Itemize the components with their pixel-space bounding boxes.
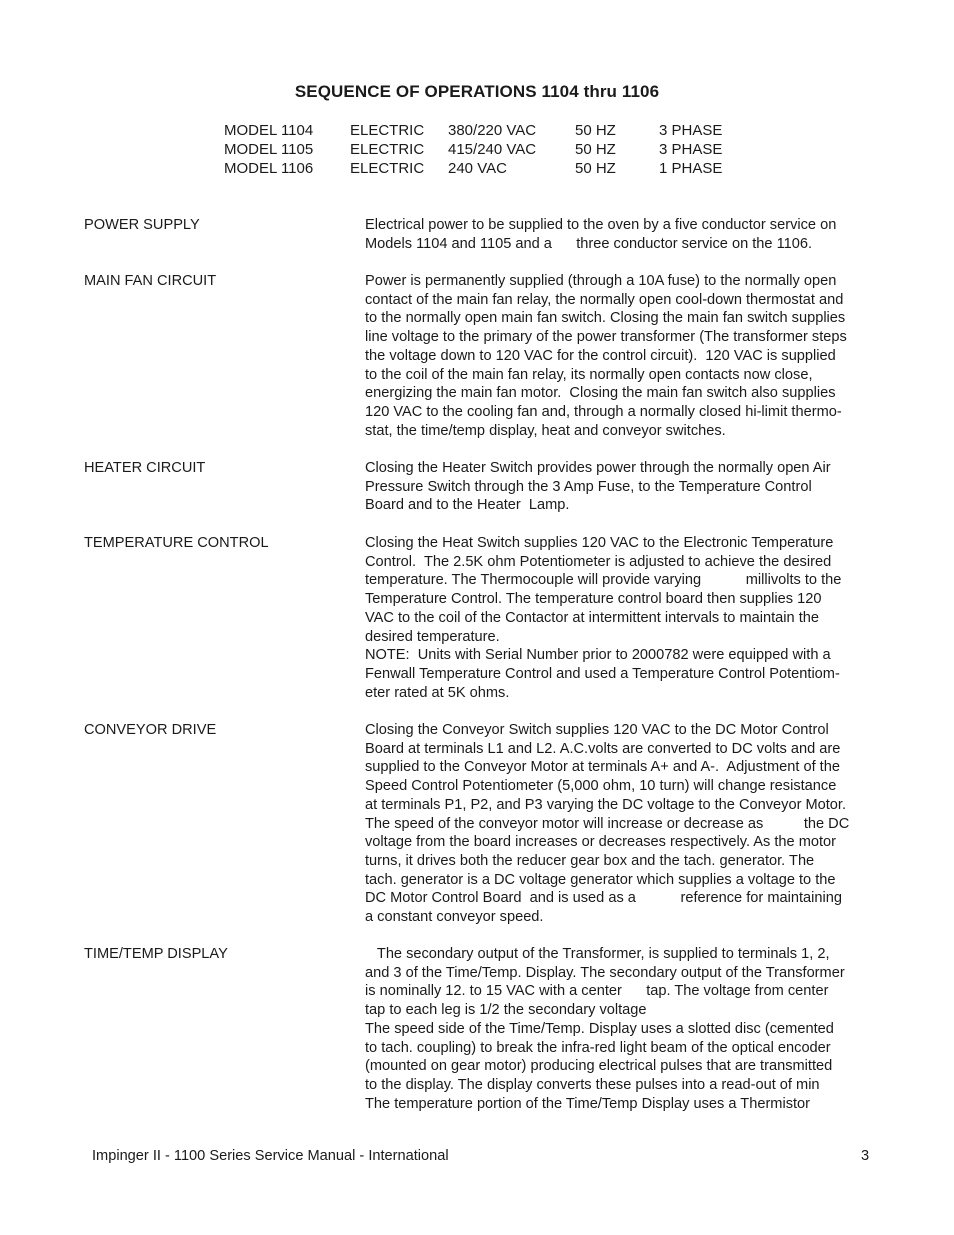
section-label: TIME/TEMP DISPLAY — [84, 946, 228, 962]
model-hz: 50 HZ — [575, 122, 616, 139]
model-row — [224, 121, 744, 140]
body-line: desired temperature. — [365, 628, 500, 645]
body-line: temperature. The Thermocouple will provide varying millivolts to the — [365, 572, 842, 589]
body-line: eter rated at 5K ohms. — [365, 684, 510, 701]
body-line: to the display. The display converts these pulses into a read-out of min — [365, 1076, 820, 1093]
body-line: The temperature portion of the Time/Temp Display uses a Thermistor — [365, 1095, 811, 1112]
body-line: Closing the Heat Switch supplies 120 VAC to the Electronic Temperature — [365, 535, 834, 551]
body-line: voltage from the board increases or decreases respectively. As the motor — [365, 834, 837, 851]
body-line: Speed Control Potentiometer (5,000 ohm, 10 turn) will change resistance — [365, 778, 837, 795]
body-line: turns, it drives both the reducer gear box and the tach. generator. The — [365, 852, 815, 869]
body-line: DC Motor Control Board and is used as a reference for maintaining — [365, 890, 842, 907]
body-line: energizing the main fan motor. Closing the main fan switch also supplies — [365, 385, 836, 402]
body-line: Board and to the Heater Lamp. — [365, 497, 570, 514]
body-line: Models 1104 and 1105 and a three conductor service on the 1106. — [365, 235, 813, 252]
body-line: line voltage to the primary of the power transformer (The transformer steps — [365, 329, 847, 346]
body-line: Pressure Switch through the 3 Amp Fuse, to the Temperature Control — [365, 478, 812, 495]
body-line: supplied to the Conveyor Motor at terminals A+ and A-. Adjustment of the — [365, 759, 840, 776]
section-body — [365, 216, 875, 253]
model-type: ELECTRIC — [350, 122, 425, 139]
model-hz: 50 HZ — [575, 141, 616, 158]
model-name: MODEL 1105 — [224, 141, 314, 158]
model-type: ELECTRIC — [350, 141, 425, 158]
model-row — [224, 159, 744, 178]
body-line: at terminals P1, P2, and P3 varying the DC voltage to the Conveyor Motor. — [365, 796, 847, 813]
page-title: SEQUENCE OF OPERATIONS 1104 thru 1106 — [294, 82, 660, 101]
section-label: MAIN FAN CIRCUIT — [84, 273, 217, 289]
section-body — [365, 534, 875, 702]
model-table — [224, 121, 744, 178]
section-label: HEATER CIRCUIT — [84, 460, 206, 476]
body-line: and 3 of the Time/Temp. Display. The secondary output of the Transformer — [365, 964, 845, 981]
body-line: VAC to the coil of the Contactor at intermittent intervals to maintain the — [365, 609, 819, 626]
body-line: Board at terminals L1 and L2. A.C.volts are converted to DC volts and are — [365, 740, 841, 757]
model-name: MODEL 1106 — [224, 160, 314, 177]
model-phase: 1 PHASE — [659, 160, 723, 177]
model-phase: 3 PHASE — [659, 141, 723, 158]
section-body — [365, 459, 875, 515]
body-line: Fenwall Temperature Control and used a Temperature Control Potentiom- — [365, 665, 840, 682]
section-body — [365, 272, 875, 440]
body-line: NOTE: Units with Serial Number prior to 2000782 were equipped with a — [365, 647, 831, 664]
footer-title: Impinger II - 1100 Series Service Manual - International — [92, 1148, 449, 1164]
section-label: TEMPERATURE CONTROL — [84, 535, 269, 551]
body-line: Control. The 2.5K ohm Potentiometer is adjusted to achieve the desired — [365, 553, 832, 570]
body-line: tap to each leg is 1/2 the secondary voltage — [365, 1002, 647, 1019]
body-line: to the coil of the main fan relay, its normally open contacts now close, — [365, 366, 813, 383]
body-line: is nominally 12. to 15 VAC with a center tap. The voltage from center — [365, 983, 829, 1000]
model-type: ELECTRIC — [350, 160, 425, 177]
body-line: to the normally open main fan switch. Closing the main fan switch supplies — [365, 310, 846, 327]
page-number: 3 — [861, 1148, 870, 1164]
body-line: a constant conveyor speed. — [365, 909, 544, 926]
body-line: Electrical power to be supplied to the oven by a five conductor service on — [365, 217, 837, 233]
section-label: CONVEYOR DRIVE — [84, 722, 217, 738]
model-voltage: 380/220 VAC — [448, 122, 537, 139]
body-line: The speed of the conveyor motor will increase or decrease as the DC — [365, 815, 850, 832]
body-line: contact of the main fan relay, the normally open cool-down thermostat and — [365, 291, 844, 308]
model-name: MODEL 1104 — [224, 122, 314, 139]
model-phase: 3 PHASE — [659, 122, 723, 139]
model-hz: 50 HZ — [575, 160, 616, 177]
body-line: tach. generator is a DC voltage generator which supplies a voltage to the — [365, 871, 836, 888]
section-body — [365, 721, 875, 927]
body-line: Closing the Conveyor Switch supplies 120 VAC to the DC Motor Control — [365, 722, 829, 738]
body-line: stat, the time/temp display, heat and conveyor switches. — [365, 422, 726, 439]
body-line: Power is permanently supplied (through a 10A fuse) to the normally open — [365, 273, 837, 289]
model-row — [224, 140, 744, 159]
body-line: Closing the Heater Switch provides power through the normally open Air — [365, 460, 831, 476]
model-voltage: 240 VAC — [448, 160, 507, 177]
body-line: (mounted on gear motor) producing electrical pulses that are transmitted — [365, 1058, 833, 1075]
body-line: the voltage down to 120 VAC for the control circuit). 120 VAC is supplied — [365, 347, 836, 364]
body-line: Temperature Control. The temperature control board then supplies 120 — [365, 591, 822, 608]
section-body — [365, 945, 875, 1113]
section-label: POWER SUPPLY — [84, 217, 200, 233]
body-line: The secondary output of the Transformer, is supplied to terminals 1, 2, — [365, 946, 830, 962]
model-voltage: 415/240 VAC — [448, 141, 537, 158]
body-line: 120 VAC to the cooling fan and, through a normally closed hi-limit thermo- — [365, 403, 842, 420]
body-line: to tach. coupling) to break the infra-red light beam of the optical encoder — [365, 1039, 831, 1056]
body-line: The speed side of the Time/Temp. Display uses a slotted disc (cemented — [365, 1020, 834, 1037]
